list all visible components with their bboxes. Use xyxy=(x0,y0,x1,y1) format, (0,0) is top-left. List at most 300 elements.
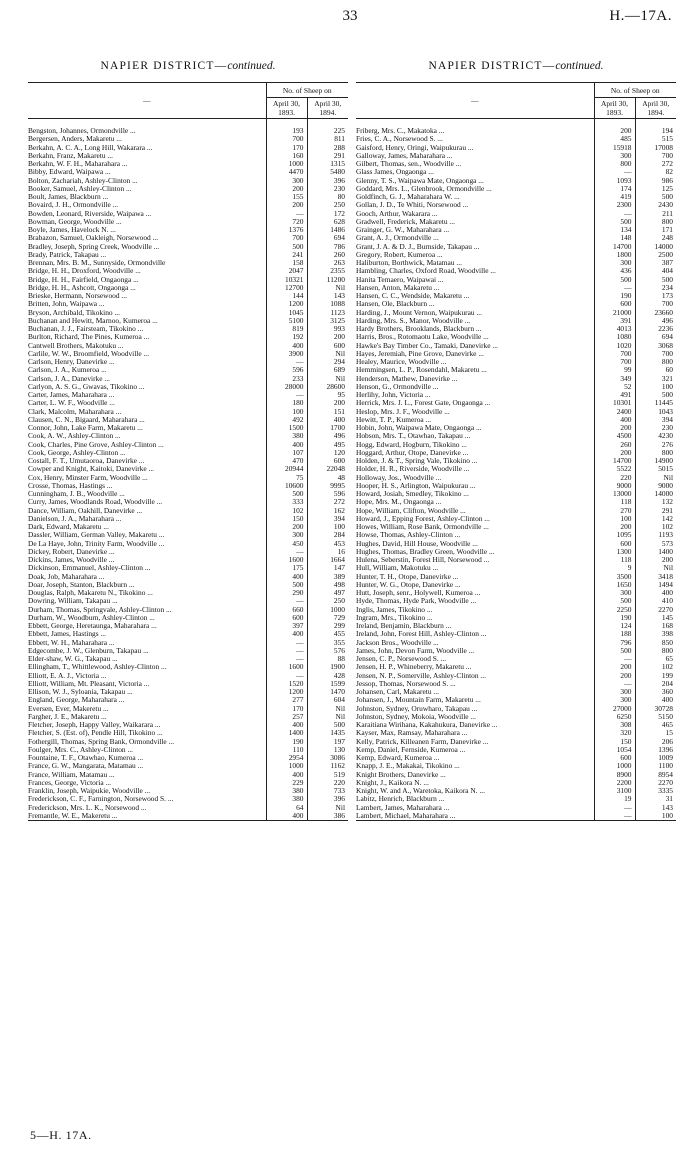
table-row xyxy=(28,441,348,449)
sheep-1894-cell: 248 xyxy=(635,234,676,242)
owner-cell: Ebbett, W. H., Maharahara ... xyxy=(28,638,115,647)
sheep-1893-cell: 320 xyxy=(594,729,635,737)
table-row xyxy=(356,779,676,787)
sheep-1893-cell: 400 xyxy=(266,812,307,821)
sheep-1893-cell: 2300 xyxy=(594,201,635,209)
sheep-1894-cell: 100 xyxy=(635,383,676,391)
sheep-1893-cell: 380 xyxy=(266,795,307,803)
table-row xyxy=(356,383,676,391)
sheep-1893-cell: 300 xyxy=(594,259,635,267)
table-row xyxy=(28,606,348,614)
table-row xyxy=(356,812,676,821)
table-row xyxy=(28,589,348,597)
owner-cell: Gregory, Robert, Kumeroa ... xyxy=(356,250,443,259)
sheep-1894-cell: 496 xyxy=(635,317,676,325)
owner-cell: Britten, John, Waipawa ... xyxy=(28,300,105,309)
owner-cell: Lambert, Michael, Maharahara ... xyxy=(356,812,594,821)
sheep-1894-cell: 1700 xyxy=(307,424,348,432)
sheep-1893-cell: 241 xyxy=(266,251,307,259)
owner-cell: Heslop, Mrs. J. F., Woodville ... xyxy=(356,407,450,416)
sheep-1894-cell: Nil xyxy=(635,474,676,482)
sheep-1893-cell: 1093 xyxy=(594,177,635,185)
table-row xyxy=(356,672,676,680)
sheep-1894-cell: 800 xyxy=(635,647,676,655)
table-row xyxy=(28,490,348,498)
sheep-1894-cell: 234 xyxy=(635,284,676,292)
table-row xyxy=(28,804,348,812)
sheep-1894-cell: 600 xyxy=(307,342,348,350)
table-row xyxy=(356,630,676,638)
sheep-1893-cell: 8900 xyxy=(594,771,635,779)
sheep-1894-cell: 143 xyxy=(307,292,348,300)
sheep-1894-cell: Nil xyxy=(635,564,676,572)
sheep-1894-cell: 272 xyxy=(635,160,676,168)
sheep-1893-cell: 492 xyxy=(266,416,307,424)
sheep-1893-cell: 200 xyxy=(594,424,635,432)
sheep-1894-cell: 2430 xyxy=(635,201,676,209)
table-row xyxy=(356,804,676,812)
year-1893-header: April 30, 1893. xyxy=(266,98,307,119)
table-row xyxy=(356,449,676,457)
owner-cell: Cantwell Brothers, Makotuku ... xyxy=(28,341,124,350)
table-row xyxy=(28,366,348,374)
sheep-1893-cell: 500 xyxy=(594,218,635,226)
owner-cell: Ellingham, T., Whittlewood, Ashley-Clinton ... xyxy=(28,663,167,672)
sheep-1893-cell: 174 xyxy=(594,185,635,193)
sheep-1894-cell: 1193 xyxy=(635,531,676,539)
sheep-1893-cell: 796 xyxy=(594,639,635,647)
sheep-1894-cell: 28600 xyxy=(307,383,348,391)
sheep-1894-cell: 2270 xyxy=(635,606,676,614)
sheep-1894-cell: 200 xyxy=(635,556,676,564)
sheep-1894-cell: 260 xyxy=(307,251,348,259)
sheep-1893-cell: 99 xyxy=(594,366,635,374)
owner-cell: Buchanan and Hewitt, Marnoo, Kumeroa ... xyxy=(28,316,158,325)
owner-cell: Bridge, H. H., Fairfield, Ongaonga ... xyxy=(28,275,139,284)
sheep-1894-cell: 65 xyxy=(635,655,676,663)
sheep-1894-cell: 1664 xyxy=(307,556,348,564)
sheep-1893-cell: 200 xyxy=(266,201,307,209)
sheep-1894-cell: 496 xyxy=(307,432,348,440)
district-title xyxy=(356,60,676,76)
sheep-1894-cell: 299 xyxy=(307,622,348,630)
sheep-1893-cell: 300 xyxy=(594,152,635,160)
owner-cell: Dance, William, Oakhill, Danevirke ... xyxy=(28,506,143,515)
sheep-1894-cell: 1043 xyxy=(635,408,676,416)
table-row xyxy=(356,284,676,292)
owner-cell: Elder-shaw, W. G., Takapau ... xyxy=(28,655,118,664)
sheep-1894-cell: 276 xyxy=(635,441,676,449)
sheep-1893-cell: 400 xyxy=(266,441,307,449)
sheep-1894-cell: 143 xyxy=(635,804,676,812)
sheep-1894-cell: 500 xyxy=(635,391,676,399)
sheep-1894-cell: 600 xyxy=(307,457,348,465)
owner-cell: Harding, Mrs. S., Manor, Woodville ... xyxy=(356,316,471,325)
owner-cell: Carlyon, A. S. G., Gwavas, Tikokino ... xyxy=(28,382,145,391)
table-row xyxy=(356,647,676,655)
owner-cell: Dickins, James, Woodville ... xyxy=(28,556,115,565)
sheep-1894-cell: 31 xyxy=(635,795,676,803)
table-row xyxy=(28,680,348,688)
table-row xyxy=(28,713,348,721)
sheep-1893-cell: 102 xyxy=(266,507,307,515)
table-row xyxy=(356,300,676,308)
table-row xyxy=(356,408,676,416)
table-row xyxy=(28,721,348,729)
sheep-1893-cell: 349 xyxy=(594,375,635,383)
sheep-1893-cell: 150 xyxy=(594,738,635,746)
owner-cell: Fargher, J. E., Makaretu ... xyxy=(28,712,107,721)
owner-cell: Bryson, Archibald, Tikokino ... xyxy=(28,308,120,317)
owner-cell: Ebbett, James, Hastings ... xyxy=(28,630,107,639)
table-row xyxy=(356,738,676,746)
sheep-1893-cell: 64 xyxy=(266,804,307,812)
sheep-1893-cell: — xyxy=(266,672,307,680)
table-row xyxy=(28,135,348,143)
table-row xyxy=(28,375,348,383)
sheep-1894-cell: 993 xyxy=(307,325,348,333)
sheep-1894-cell: 573 xyxy=(635,540,676,548)
table-row xyxy=(28,573,348,581)
table-row xyxy=(356,507,676,515)
owner-cell: Bridge, H. H., Droxford, Woodville ... xyxy=(28,267,141,276)
sheep-1893-cell: 290 xyxy=(266,589,307,597)
table-row xyxy=(356,350,676,358)
table-row xyxy=(356,375,676,383)
sheep-1894-cell: 5015 xyxy=(635,465,676,473)
owner-cell: James, John, Devon Farm, Woodville ... xyxy=(356,646,475,655)
sheep-1894-cell: 576 xyxy=(307,647,348,655)
sheep-1893-cell: 308 xyxy=(594,721,635,729)
sheep-1893-cell: — xyxy=(594,680,635,688)
table-row xyxy=(356,416,676,424)
sheep-1893-cell: 158 xyxy=(266,259,307,267)
sheep-1893-cell: 1080 xyxy=(594,333,635,341)
table-row xyxy=(356,746,676,754)
owner-cell: Howse, Thomas, Ashley-Clinton ... xyxy=(356,531,461,540)
owner-cell: Carlson, J. A., Kumeroa ... xyxy=(28,366,107,375)
table-row xyxy=(28,424,348,432)
owner-cell: Berkahn, Franz, Makaretu ... xyxy=(28,151,113,160)
table-row xyxy=(356,597,676,605)
sheep-1893-cell: 491 xyxy=(594,391,635,399)
sheep-1893-cell: — xyxy=(266,210,307,218)
owner-cell: Holden, J. & T., Spring Vale, Tikokino ... xyxy=(356,457,478,466)
owner-cell: Hughes, Thomas, Bradley Green, Woodville ... xyxy=(356,547,495,556)
table-row xyxy=(356,688,676,696)
owner-cell: Fremantle, W. E., Makeretu ... xyxy=(28,812,266,821)
sheep-1894-cell: 2500 xyxy=(635,251,676,259)
sheep-1893-cell: — xyxy=(594,210,635,218)
owner-cell: Jensen, C. P., Norsewood S. ... xyxy=(356,655,447,664)
owner-cell: Ingram, Mrs., Tikokino ... xyxy=(356,613,433,622)
owner-cell: Carlson, J. A., Danevirke ... xyxy=(28,374,110,383)
owner-cell: Brennan, Mrs. B. M., Sunnyside, Ormondville xyxy=(28,259,166,268)
sheep-1893-cell: 144 xyxy=(266,292,307,300)
owner-cell: France, G. W., Mangarata, Matamau ... xyxy=(28,762,144,771)
table-row xyxy=(28,342,348,350)
table-row xyxy=(356,457,676,465)
sheep-1894-cell: 95 xyxy=(307,391,348,399)
sheep-1894-cell: 284 xyxy=(307,531,348,539)
sheep-1893-cell: 400 xyxy=(266,342,307,350)
table-row xyxy=(356,556,676,564)
table-row xyxy=(28,292,348,300)
sheep-1894-cell: 1900 xyxy=(307,663,348,671)
owner-cell: Boult, James, Blackburn ... xyxy=(28,193,109,202)
document-reference: H.—17A. xyxy=(609,8,672,24)
sheep-1893-cell: 107 xyxy=(266,449,307,457)
sheep-1893-cell: 300 xyxy=(594,696,635,704)
sheep-1894-cell: 355 xyxy=(307,639,348,647)
table-row xyxy=(28,168,348,176)
owner-cell: Hansen, Ole, Blackburn ... xyxy=(356,300,435,309)
sheep-1893-cell: 400 xyxy=(266,771,307,779)
table-row xyxy=(356,342,676,350)
sheep-1893-cell: 75 xyxy=(266,474,307,482)
sheep-1894-cell: 1162 xyxy=(307,762,348,770)
sheep-1893-cell: 1200 xyxy=(266,688,307,696)
owner-cell: Johansen, J., Mountain Farm, Makaretu ... xyxy=(356,696,481,705)
sheep-1893-cell: 229 xyxy=(266,779,307,787)
table-row xyxy=(28,210,348,218)
owner-cell: Karaitiana Wirihana, Kakahukura, Danevirke ... xyxy=(356,721,498,730)
sheep-1893-cell: 380 xyxy=(266,787,307,795)
sheep-1893-cell: 1520 xyxy=(266,680,307,688)
owner-cell: Johnston, Sydney, Oruwharo, Takapau ... xyxy=(356,704,478,713)
sheep-1893-cell: 1600 xyxy=(266,663,307,671)
sheep-table-right xyxy=(356,82,676,821)
owner-cell: Harris, Bros., Rotomaotu Lake, Woodville ... xyxy=(356,333,489,342)
sheep-1894-cell: 1396 xyxy=(635,746,676,754)
table-row xyxy=(356,498,676,506)
table-row xyxy=(28,152,348,160)
owner-cell: Gradwell, Frederick, Makaretu ... xyxy=(356,217,455,226)
sheep-1894-cell: 497 xyxy=(307,589,348,597)
sheep-1894-cell: 1009 xyxy=(635,754,676,762)
sheep-1894-cell: 250 xyxy=(307,201,348,209)
table-row xyxy=(356,218,676,226)
table-row xyxy=(356,721,676,729)
table-row xyxy=(356,358,676,366)
sheep-1894-cell: 628 xyxy=(307,218,348,226)
sheep-1893-cell: — xyxy=(594,655,635,663)
sheep-1894-cell: 151 xyxy=(307,408,348,416)
owner-cell: Fletcher, Joseph, Happy Valley, Waikarara ... xyxy=(28,721,161,730)
sheep-1894-cell: 453 xyxy=(307,540,348,548)
table-row xyxy=(356,548,676,556)
table-row xyxy=(28,391,348,399)
sheep-1894-cell: 3068 xyxy=(635,342,676,350)
sheep-1893-cell: 110 xyxy=(266,746,307,754)
table-row xyxy=(28,688,348,696)
table-row xyxy=(28,515,348,523)
sheep-table-left xyxy=(28,82,348,821)
table-row xyxy=(28,639,348,647)
sheep-1894-cell: 1486 xyxy=(307,226,348,234)
table-row xyxy=(28,696,348,704)
table-row xyxy=(356,193,676,201)
sheep-1894-cell: 2270 xyxy=(635,779,676,787)
sheep-1893-cell: 13000 xyxy=(594,490,635,498)
table-row xyxy=(356,391,676,399)
owner-cell: Jessop, Thomas, Norsewood S. ... xyxy=(356,679,456,688)
owner-cell: Kayser, Max, Ramsay, Maharahara ... xyxy=(356,729,468,738)
owner-cell: Hobin, John, Waipawa Mate, Ongaonga ... xyxy=(356,424,482,433)
sheep-1893-cell: 2047 xyxy=(266,267,307,275)
owner-cell: Fountaine, T. F., Otawhao, Kumeroa ... xyxy=(28,754,144,763)
sheep-1894-cell: 294 xyxy=(307,358,348,366)
table-row xyxy=(356,309,676,317)
owner-cell: Howard, J., Epping Forest, Ashley-Clinton ... xyxy=(356,514,490,523)
owner-cell: Hardy Brothers, Brooklands, Blackburn ... xyxy=(356,325,482,334)
owner-cell: Hoggard, Arthur, Otope, Danevirke ... xyxy=(356,448,469,457)
sheep-1894-cell: 1470 xyxy=(307,688,348,696)
table-row xyxy=(356,399,676,407)
table-row xyxy=(28,614,348,622)
table-row xyxy=(28,243,348,251)
sheep-1893-cell: 200 xyxy=(594,672,635,680)
sheep-1894-cell: 700 xyxy=(635,152,676,160)
sheep-1893-cell: 600 xyxy=(594,754,635,762)
table-row xyxy=(28,474,348,482)
sheep-1894-cell: 4230 xyxy=(635,432,676,440)
sheep-1894-cell: 465 xyxy=(635,721,676,729)
table-row xyxy=(356,424,676,432)
sheep-1894-cell: 3125 xyxy=(307,317,348,325)
owner-cell: Bibby, Edward, Waipawa ... xyxy=(28,168,111,177)
sheep-1893-cell: 200 xyxy=(594,449,635,457)
owner-cell: Bowden, Leonard, Riverside, Waipawa ... xyxy=(28,209,152,218)
sheep-1893-cell: 500 xyxy=(594,647,635,655)
owner-cell: Gollan, J. D., Te Whiti, Norsewood ... xyxy=(356,201,469,210)
left-column xyxy=(28,60,348,821)
table-row xyxy=(356,234,676,242)
table-row xyxy=(356,663,676,671)
sheep-1893-cell: 190 xyxy=(266,738,307,746)
table-row xyxy=(356,515,676,523)
owner-cell: Brieske, Hermann, Norsewood ... xyxy=(28,292,127,301)
sheep-1894-cell: 604 xyxy=(307,696,348,704)
sheep-1894-cell: 11200 xyxy=(307,276,348,284)
table-row xyxy=(356,226,676,234)
owner-cell: Hawke's Bay Timber Co., Tamaki, Danevirke ... xyxy=(356,341,498,350)
table-row xyxy=(356,251,676,259)
sheep-1894-cell: 60 xyxy=(635,366,676,374)
sheep-1893-cell: 300 xyxy=(266,531,307,539)
table-row xyxy=(28,771,348,779)
sheep-1893-cell: 192 xyxy=(266,333,307,341)
sheep-1893-cell: 10600 xyxy=(266,482,307,490)
table-row xyxy=(356,474,676,482)
table-row xyxy=(28,160,348,168)
table-row xyxy=(28,795,348,803)
owner-cell: Carlile, W. W., Broomfield, Woodville ... xyxy=(28,349,150,358)
owner-cell: Durham, Thomas, Springvale, Ashley-Clinton ... xyxy=(28,605,172,614)
table-row xyxy=(356,589,676,597)
table-row xyxy=(28,399,348,407)
owner-cell: Hewitt, T. P., Kumeroa ... xyxy=(356,415,432,424)
sheep-1893-cell: 1376 xyxy=(266,226,307,234)
owner-cell: Costall, F. T., Umutaoroa, Danevirke ... xyxy=(28,457,145,466)
sheep-1894-cell: 519 xyxy=(307,771,348,779)
sheep-1894-cell: 17008 xyxy=(635,144,676,152)
sheep-1894-cell: 400 xyxy=(635,696,676,704)
sheep-1894-cell: 2236 xyxy=(635,325,676,333)
sheep-1894-cell: 272 xyxy=(307,498,348,506)
sheep-1894-cell: 1435 xyxy=(307,729,348,737)
sheep-1894-cell: 360 xyxy=(635,688,676,696)
owner-cell: Hansen, C. C., Wendside, Makaretu ... xyxy=(356,292,470,301)
sheep-1893-cell: — xyxy=(266,358,307,366)
sheep-1893-cell: 500 xyxy=(266,490,307,498)
sheep-1893-cell: 200 xyxy=(266,523,307,531)
sheep-1894-cell: 100 xyxy=(635,812,676,821)
sheep-1893-cell: 1000 xyxy=(594,762,635,770)
sheep-1894-cell: 398 xyxy=(635,630,676,638)
table-row xyxy=(28,276,348,284)
sheep-1893-cell: 188 xyxy=(594,630,635,638)
sheep-1893-cell: 600 xyxy=(266,614,307,622)
owner-cell: Grant, A. J., Ormondville ... xyxy=(356,234,439,243)
owner-cell: Hope, William, Clifton, Woodville ... xyxy=(356,506,466,515)
table-row xyxy=(356,762,676,770)
sheep-1893-cell: 500 xyxy=(594,597,635,605)
year-1894-header: April 30, 1894. xyxy=(307,98,348,119)
sheep-1894-cell: 694 xyxy=(307,234,348,242)
table-row xyxy=(28,259,348,267)
sheep-1893-cell: 27000 xyxy=(594,705,635,713)
owner-cell: Bolton, Zachariah, Ashley-Clinton ... xyxy=(28,176,138,185)
sheep-1893-cell: 500 xyxy=(594,276,635,284)
sheep-table-left-body xyxy=(28,119,348,821)
owner-cell: Foulger, Mrs. C., Ashley-Clinton ... xyxy=(28,745,134,754)
sheep-1893-cell: 193 xyxy=(266,119,307,136)
owner-cell: Hunter, W. G., Otope, Danevirke ... xyxy=(356,580,461,589)
right-column xyxy=(356,60,676,821)
table-row xyxy=(28,358,348,366)
table-row xyxy=(28,581,348,589)
table-row xyxy=(28,812,348,821)
table-row xyxy=(28,564,348,572)
table-row xyxy=(28,284,348,292)
sheep-1894-cell: 3335 xyxy=(635,787,676,795)
table-row xyxy=(356,317,676,325)
owner-cell: Holder, H. R., Riverside, Woodville ... xyxy=(356,465,470,474)
sheep-1894-cell: 9000 xyxy=(635,482,676,490)
sheep-1893-cell: 14700 xyxy=(594,457,635,465)
table-row xyxy=(356,185,676,193)
owner-cell: Grant, J. A. & D. J., Burnside, Takapau ... xyxy=(356,242,480,251)
owner-cell: Kelly, Patrick, Killeanen Farm, Danevirke ... xyxy=(356,737,489,746)
sheep-1893-cell: 500 xyxy=(266,581,307,589)
sheep-1894-cell: 100 xyxy=(307,523,348,531)
sheep-1894-cell: 288 xyxy=(307,144,348,152)
table-row xyxy=(28,309,348,317)
sheep-1893-cell: 5100 xyxy=(266,317,307,325)
owner-cell: Jensen, N. P., Somerville, Ashley-Clinton ... xyxy=(356,671,486,680)
owner-cell: Hogg, Edward, Hogburn, Tikokino ... xyxy=(356,440,467,449)
table-row xyxy=(28,185,348,193)
table-row xyxy=(28,383,348,391)
owner-cell: Healey, Maurice, Woodville ... xyxy=(356,358,447,367)
owner-cell: Friberg, Mrs. C., Makatoka ... xyxy=(356,126,445,136)
table-row xyxy=(28,251,348,259)
sheep-1894-cell: 515 xyxy=(635,135,676,143)
sheep-1894-cell: 389 xyxy=(307,573,348,581)
sheep-1894-cell: 197 xyxy=(307,738,348,746)
sheep-1893-cell: — xyxy=(594,812,635,821)
